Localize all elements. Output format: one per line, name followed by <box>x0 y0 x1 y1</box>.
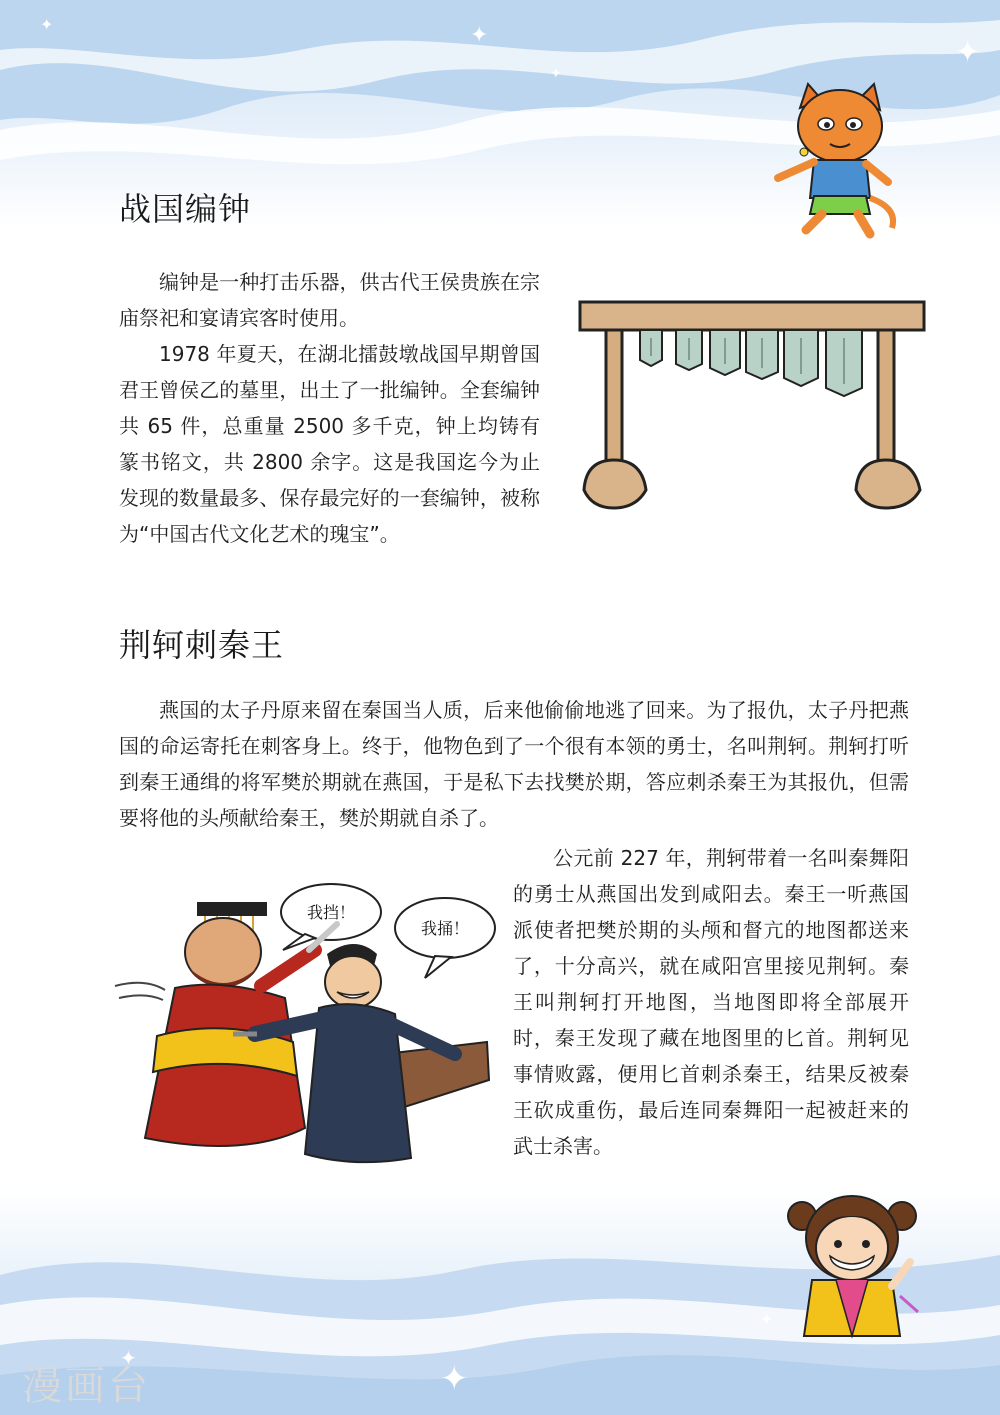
svg-text:✦: ✦ <box>955 35 981 70</box>
svg-text:✦: ✦ <box>440 1359 469 1399</box>
speech-text-king: 我挡！ <box>306 903 356 922</box>
watermark: 漫画台 <box>22 1363 151 1409</box>
bianzhong-text <box>119 264 540 552</box>
cat-mascot-illustration <box>770 78 910 240</box>
svg-text:✦: ✦ <box>120 1346 137 1370</box>
section-title-jingke: 荆轲刺秦王 <box>119 626 285 664</box>
section-title-bianzhong: 战国编钟 <box>119 190 252 228</box>
paragraph: 1978 年夏天，在湖北擂鼓墩战国早期曾国君王曾侯乙的墓里，出土了一批编钟。全套编钟共 65 件，总重量 2500 多千克，钟上均铸有篆书铭文，共 2800 余字。这是我国迄今为止发现的数量最多、保存最完好的一套编钟，被称为“中国古代文化艺术的瑰宝”。 <box>119 342 540 546</box>
assassination-scene-illustration <box>105 858 500 1170</box>
jingke-text-1: 燕国的太子丹原来留在秦国当人质，后来他偷偷地逃了回来。为了报仇，太子丹把燕国的命运寄托在刺客身上。终于，他物色到了一个很有本领的勇士，名叫荆轲。荆轲打听到秦王通缉的将军樊於期就在燕国，于是私下去找樊於期，答应刺杀秦王为其报仇，但需要将他的头颅献给秦王，樊於期就自杀了。 <box>119 698 909 830</box>
svg-text:✦: ✦ <box>760 1310 774 1329</box>
girl-mascot-illustration <box>782 1186 922 1348</box>
jingke-text-2: 公元前 227 年，荆轲带着一名叫秦舞阳的勇士从燕国出发到咸阳去。秦王一听燕国派使者把樊於期的头颅和督亢的地图都送来了，十分高兴，就在咸阳宫里接见荆轲。秦王叫荆轲打开地图，当地图即将全部展开时，秦王发现了藏在地图里的匕首。荆轲见事情败露，便用匕首刺杀秦王，结果反被秦王砍成重伤，最后连同秦舞阳一起被赶来的武士杀害。 <box>513 846 909 1158</box>
bianzhong-bell-illustration <box>576 296 928 540</box>
svg-text:✦: ✦ <box>40 15 54 34</box>
paragraph: 编钟是一种打击乐器，供古代王侯贵族在宗庙祭祀和宴请宾客时使用。 <box>119 270 540 330</box>
svg-text:✦: ✦ <box>470 23 489 48</box>
speech-text-jingke: 我捅！ <box>420 919 470 938</box>
svg-text:✦: ✦ <box>550 66 562 82</box>
